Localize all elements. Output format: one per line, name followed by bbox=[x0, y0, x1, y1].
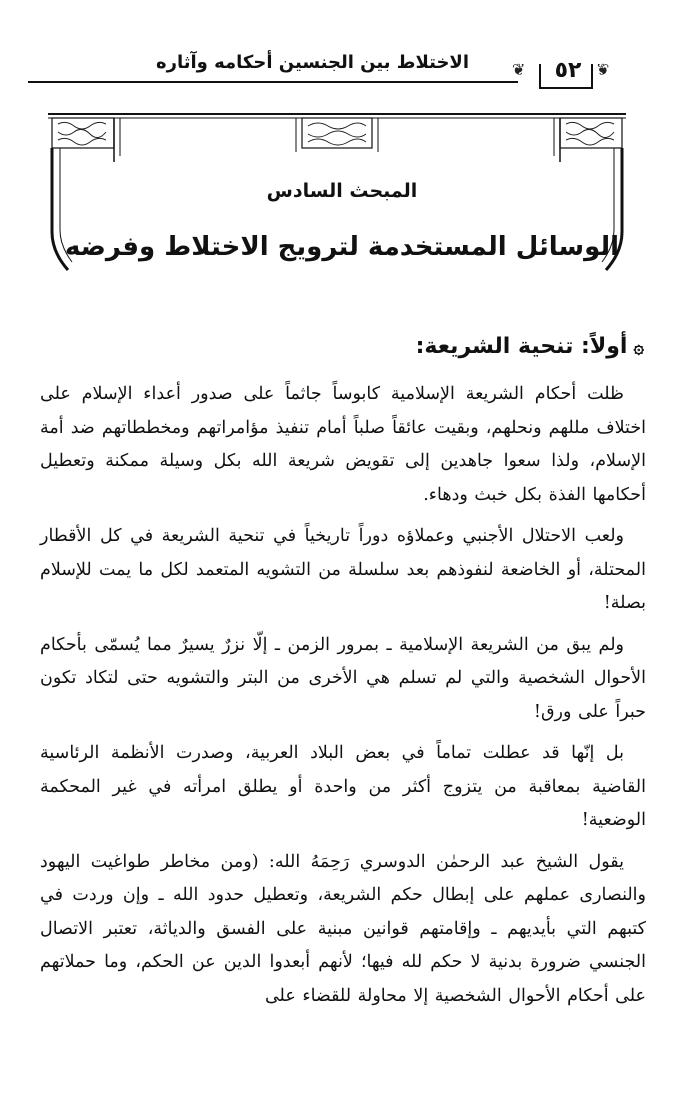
leaf-ornament-icon: ❦ bbox=[596, 60, 610, 79]
paragraph: ظلت أحكام الشريعة الإسلامية كابوساً جاثماً على صدور أعداء الإسلام على اختلاف مللهم ونحلهم، وبقيت عائقاً صلباً أمام تنفيذ مؤامراتهم ومخططاتهم ضد أمة الإسلام، ولذا سعوا جاهدين إلى تقويض شريعة الله بكل وسيلة ممكنة وتعطيل أحكامها الفذة بكل خبث ودهاء. bbox=[40, 384, 646, 505]
leaf-ornament-icon: ❦ bbox=[512, 60, 526, 79]
paragraph: ولم يبق من الشريعة الإسلامية ـ بمرور الزمن ـ إلّا نزرٌ يسيرٌ مما يُسمّى بأحكام الأحوال الشخصية والتي لم تسلم هي الأخرى من البتر والتشويه حتى لتكاد تكون حبراً على ورق! bbox=[40, 634, 646, 722]
header-rule bbox=[28, 81, 518, 83]
chapter-title: الوسائل المستخدمة لترويج الاختلاط وفرضه bbox=[64, 232, 620, 262]
paragraph: يقول الشيخ عبد الرحمٰن الدوسري رَحِمَهُ الله: (ومن مخاطر طواغيت اليهود والنصارى عملهم على إبطال حكم الشريعة، وتعطيل حدود الله ـ وإن وردت في كتبهم التي بأيديهم ـ وإقامتهم قوانين مبنية على الفسق والدياثة، تعتبر الاتصال الجنسي ضرورة بدنية لا حكم لله فيها؛ لأنهم أبعدوا الدين عن الحكم، وما حملاتهم على أحكام الأحوال الشخصية إلا محاولة للقضاء على bbox=[40, 851, 646, 1006]
section-heading-text: أولاً: تنحية الشريعة: bbox=[415, 334, 628, 359]
body-text bbox=[40, 378, 646, 1021]
running-title: الاختلاط بين الجنسين أحكامه وآثاره bbox=[155, 52, 469, 73]
section-heading bbox=[144, 334, 644, 359]
page-number: ٥٢ bbox=[554, 58, 582, 83]
paragraph: بل إنّها قد عطلت تماماً في بعض البلاد العربية، وصدرت الأنظمة الرئاسية القاضية بمعاقبة من يتزوج أكثر من واحدة أو يطلق امرأته في غير المحكمة الوضعية! bbox=[40, 743, 646, 830]
chapter-subtitle: المبحث السادس bbox=[266, 180, 418, 202]
section-bullet-icon: ۞ bbox=[633, 337, 644, 358]
paragraph: ولعب الاحتلال الأجنبي وعملاؤه دوراً تاريخياً في تنحية الشريعة في كل الأقطار المحتلة، أو الخاضعة لنفوذهم بعد سلسلة من التشويه المتعمد لكل ما يمت للإسلام بصلة! bbox=[40, 526, 646, 613]
